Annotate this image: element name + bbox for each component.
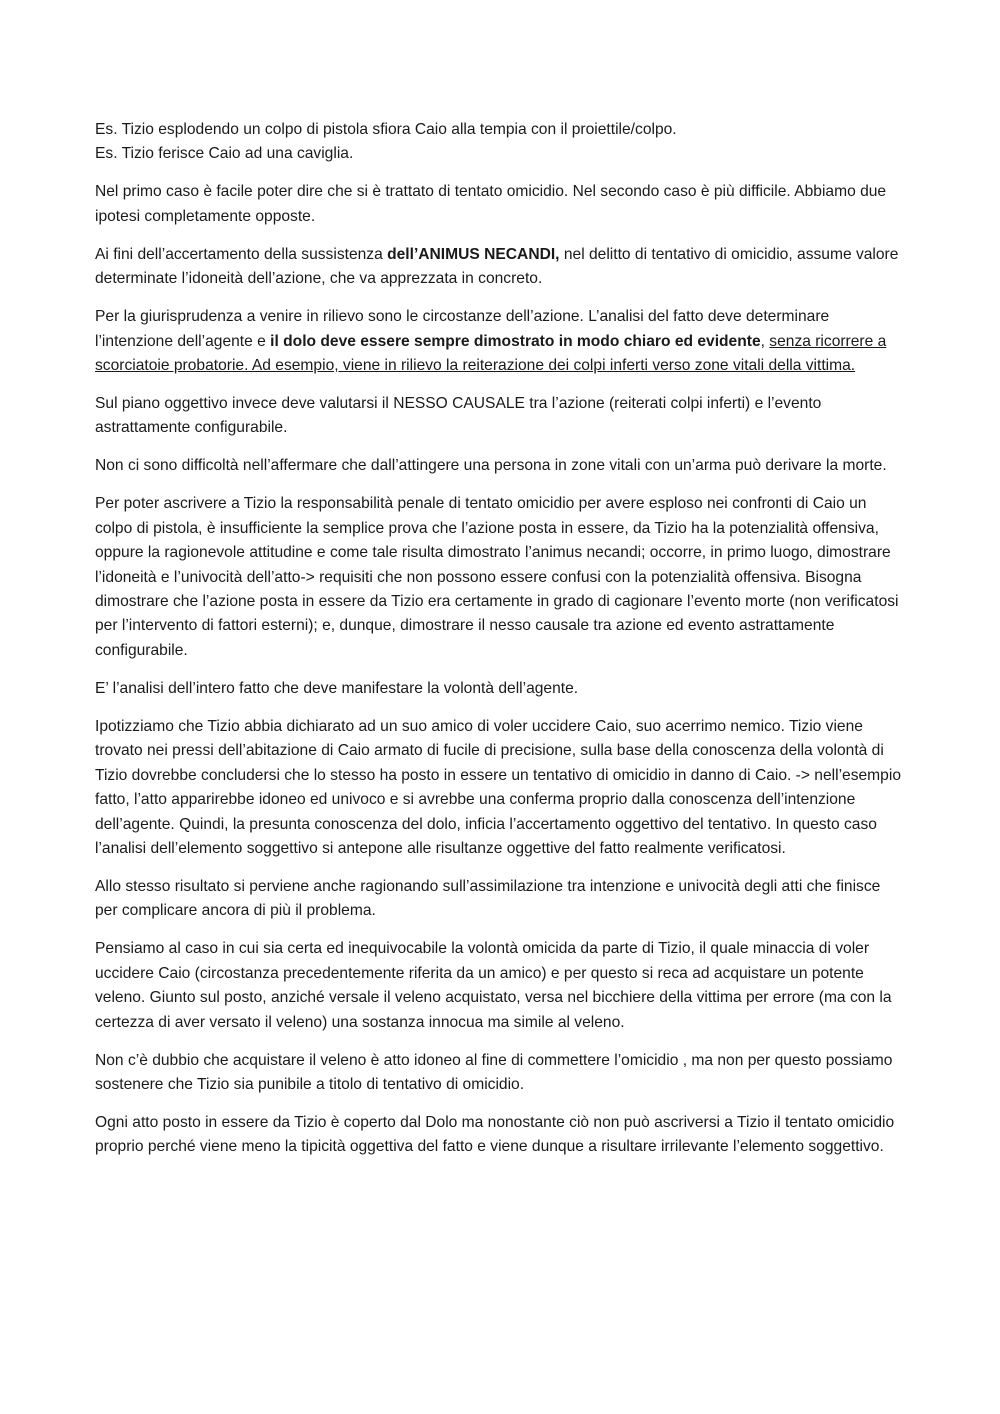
paragraph-responsabilita-penale: Per poter ascrivere a Tizio la responsabilità penale di tentato omicidio per avere esploso nei confronti di Caio un colpo di pistola, è insufficiente la semplice prova che l’azione posta in essere, da Tizio ha la potenzialità offensiva, oppure la ragionevole attitudine e come tale risulta dimostrato l’animus necandi; occorre, in primo luogo, dimostrare l’idoneità e l’univocità dell’atto-> requisiti che non possono essere confusi con la potenzialità offensiva. Bisogna dimostrare che l’azione posta in essere da Tizio era certamente in grado di cagionare l’evento morte (non verificatosi per l’intervento di fattori esterni); e, dunque, dimostrare il nesso causale tra azione ed evento astrattamente configurabile.: [95, 495, 899, 659]
example-line-2: Es. Tizio ferisce Caio ad una caviglia.: [95, 145, 354, 163]
paragraph-animus-necandi: [95, 243, 905, 292]
paragraph-text: ,: [760, 332, 770, 350]
paragraph-acquisto-veleno: Non c’è dubbio che acquistare il veleno è atto idoneo al fine di commettere l’omicidio , ma non per questo possiamo sostenere che Tizio sia punibile a titolo di tentativo di omicidio.: [95, 1051, 893, 1093]
example-line-1: Es. Tizio esplodendo un colpo di pistola sfiora Caio alla tempia con il proiettile/colpo.: [95, 121, 677, 138]
underlined-text-scorciatoie: senza ricorrere a scorciatoie probatorie. Ad esempio, viene in rilievo la reiterazione dei colpi inferti verso zone vitali della vittima.: [95, 332, 887, 375]
bold-term-animus-necandi: dell’ANIMUS NECANDI,: [387, 245, 560, 263]
paragraph-assimilazione: Allo stesso risultato si perviene anche ragionando sull’assimilazione tra intenzione e univocità degli atti che finisce per complicare ancora di più il problema.: [95, 877, 881, 920]
paragraph-text: Ai fini dell’accertamento della sussistenza: [95, 245, 388, 263]
bold-statement-dolo: il dolo deve essere sempre dimostrato in modo chiaro ed evidente: [270, 332, 761, 350]
paragraph-conclusione: Ogni atto posto in essere da Tizio è coperto dal Dolo ma nonostante ciò non può ascriversi a Tizio il tentato omicidio proprio perché viene meno la tipicità oggettiva del fatto e viene dunque a risultare irrilevante l’elemento soggettivo.: [95, 1113, 895, 1156]
paragraph-giurisprudenza: [95, 305, 905, 378]
paragraph-zone-vitali: Non ci sono difficoltà nell’affermare che dall’attingere una persona in zone vitali con un’arma può derivare la morte.: [95, 457, 887, 475]
paragraph-nesso-causale: Sul piano oggettivo invece deve valutarsi il NESSO CAUSALE tra l’azione (reiterati colpi inferti) e l’evento astrattamente configurabile.: [95, 395, 822, 437]
paragraph-ipotesi-fucile: Ipotizziamo che Tizio abbia dichiarato ad un suo amico di voler uccidere Caio, suo acerrimo nemico. Tizio viene trovato nei pressi dell’abitazione di Caio armato di fucile di precisione, sulla base della conoscenza della volontà di Tizio dovrebbe concludersi che lo stesso ha posto in essere un tentativo di omicidio in danno di Caio. -> nell’esempio fatto, l’atto apparirebbe idoneo ed univoco e si avrebbe una conferma proprio dalla conoscenza dell’intenzione dell’agente. Quindi, la presunta conoscenza del dolo, inficia l’accertamento oggettivo del tentativo. In questo caso l’analisi dell’elemento soggettivo si antepone alle risultanze oggettive del fatto realmente verificatosi.: [95, 717, 901, 857]
paragraph-analisi-fatto: E’ l’analisi dell’intero fatto che deve manifestare la volontà dell’agente.: [95, 679, 579, 697]
paragraph-cases-comparison: Nel primo caso è facile poter dire che si è trattato di tentato omicidio. Nel secondo caso è più difficile. Abbiamo due ipotesi completamente opposte.: [95, 183, 887, 225]
paragraph-text: nel delitto di tentativo di omicidio, assume valore determinate l’idoneità dell’azione, che va apprezzata in concreto.: [95, 245, 899, 288]
document-page: [95, 118, 905, 1173]
paragraph-text: Per la giurisprudenza a venire in rilievo sono le circostanze dell’azione. L’analisi del fatto deve determinare l’intenzione dell’agente e: [95, 308, 830, 350]
paragraph-veleno: Pensiamo al caso in cui sia certa ed inequivocabile la volontà omicida da parte di Tizio, il quale minaccia di voler uccidere Caio (circostanza precedentemente riferita da un amico) e per questo si reca ad acquistare un potente veleno. Giunto sul posto, anziché versale il veleno acquistato, versa nel bicchiere della vittima per errore (ma con la certezza di aver versato il veleno) una sostanza innocua ma simile al veleno.: [95, 940, 892, 1031]
